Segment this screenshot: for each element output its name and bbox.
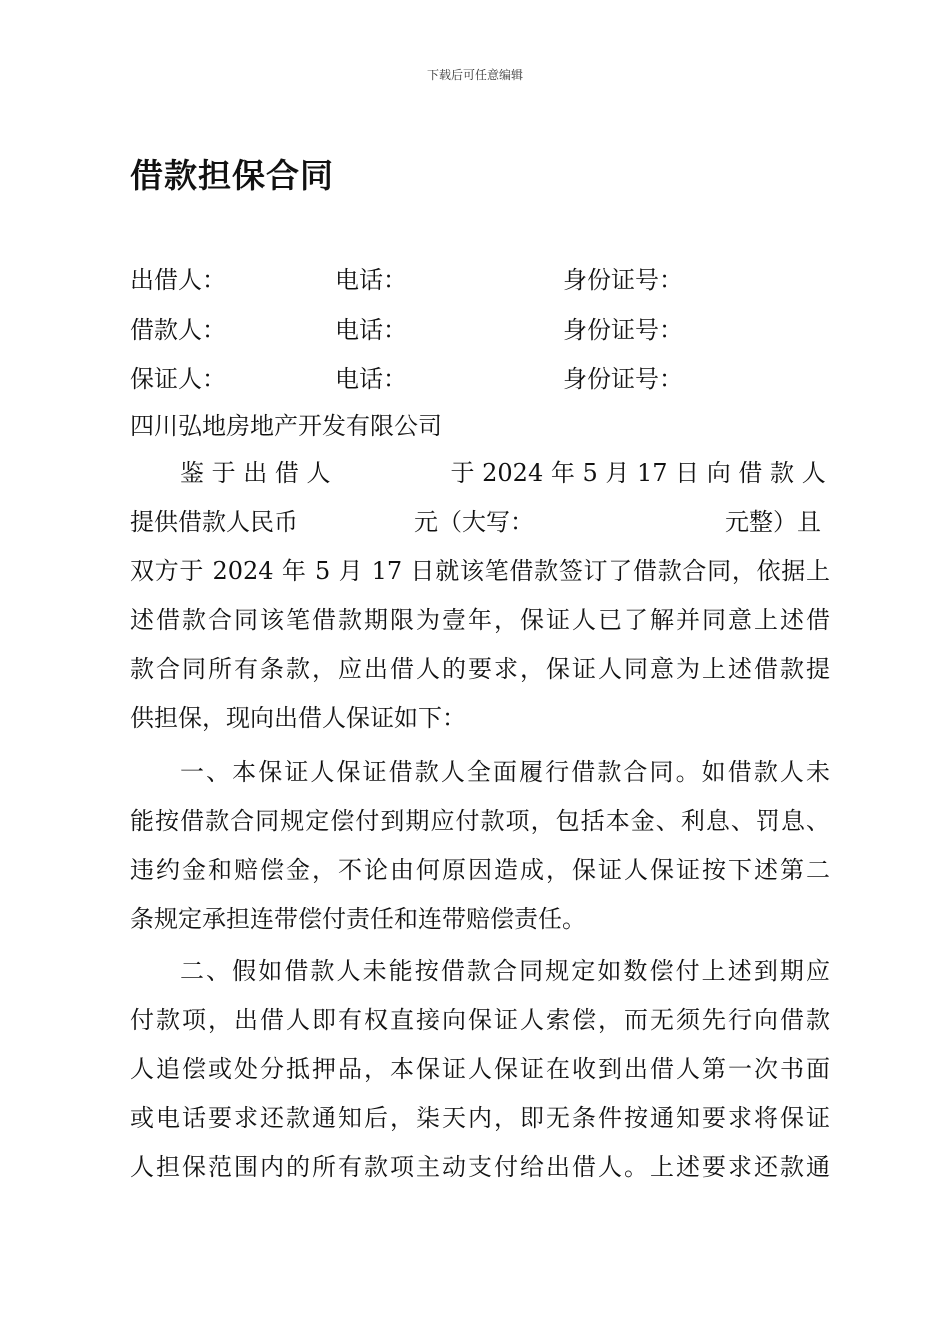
clause-1-line-1: 一、本保证人保证借款人全面履行借款合同。如借款人未 bbox=[180, 758, 830, 786]
clause-1 bbox=[130, 758, 830, 954]
header-note: 下载后可任意编辑 bbox=[426, 68, 523, 82]
clause-2 bbox=[130, 957, 830, 1202]
clause-1-line-4: 条规定承担连带偿付责任和连带赔偿责任。 bbox=[130, 905, 586, 933]
borrower-phone-label: 电话： bbox=[335, 316, 407, 344]
intro-paragraph bbox=[130, 459, 830, 753]
clause-2-line-1: 二、假如借款人未能按借款合同规定如数偿付上述到期应 bbox=[180, 957, 830, 985]
borrower-id-label: 身份证号： bbox=[563, 316, 683, 344]
document-title: 借款担保合同 bbox=[130, 156, 334, 195]
guarantor-id-label: 身份证号： bbox=[563, 365, 683, 393]
clause-2-line-4: 或电话要求还款通知后，柒天内，即无条件按通知要求将保证 bbox=[130, 1104, 830, 1132]
intro-line-3: 双方于 2024 年 5 月 17 日就该笔借款签订了借款合同，依据上 bbox=[130, 557, 830, 585]
intro-line-6: 供担保，现向出借人保证如下： bbox=[130, 704, 466, 732]
lender-phone-label: 电话： bbox=[335, 266, 407, 294]
clause-2-line-3: 人追偿或处分抵押品，本保证人保证在收到出借人第一次书面 bbox=[130, 1055, 830, 1083]
guarantor-label: 保证人： bbox=[130, 365, 226, 393]
borrower-label: 借款人： bbox=[130, 316, 226, 344]
lender-id-label: 身份证号： bbox=[563, 266, 683, 294]
clause-1-line-2: 能按借款合同规定偿付到期应付款项，包括本金、利息、罚息、 bbox=[130, 807, 830, 835]
clause-2-line-2: 付款项，出借人即有权直接向保证人索偿，而无须先行向借款 bbox=[130, 1006, 830, 1034]
party-row-borrower bbox=[130, 310, 830, 350]
lender-label: 出借人： bbox=[130, 266, 226, 294]
party-row-guarantor bbox=[130, 359, 830, 399]
guarantor-phone-label: 电话： bbox=[335, 365, 407, 393]
yuan-capital-label: 元（大写： bbox=[414, 508, 534, 536]
clause-2-line-5: 人担保范围内的所有款项主动支付给出借人。上述要求还款通 bbox=[130, 1153, 830, 1181]
intro-line-1: 鉴 于 出 借 人 于 2024 年 5 月 17 日 向 借 款 人 bbox=[180, 459, 826, 487]
yuan-whole-label: 元整）且 bbox=[725, 508, 821, 536]
party-row-lender bbox=[130, 260, 830, 300]
clause-1-line-3: 违约金和赔偿金，不论由何原因造成，保证人保证按下述第二 bbox=[130, 856, 830, 884]
intro-line-2 bbox=[130, 508, 830, 557]
company-name: 四川弘地房地产开发有限公司 bbox=[130, 412, 442, 440]
loan-amount-label: 提供借款人民币 bbox=[130, 508, 298, 536]
intro-line-4: 述借款合同该笔借款期限为壹年，保证人已了解并同意上述借 bbox=[130, 606, 830, 634]
intro-line-5: 款合同所有条款，应出借人的要求，保证人同意为上述借款提 bbox=[130, 655, 830, 683]
